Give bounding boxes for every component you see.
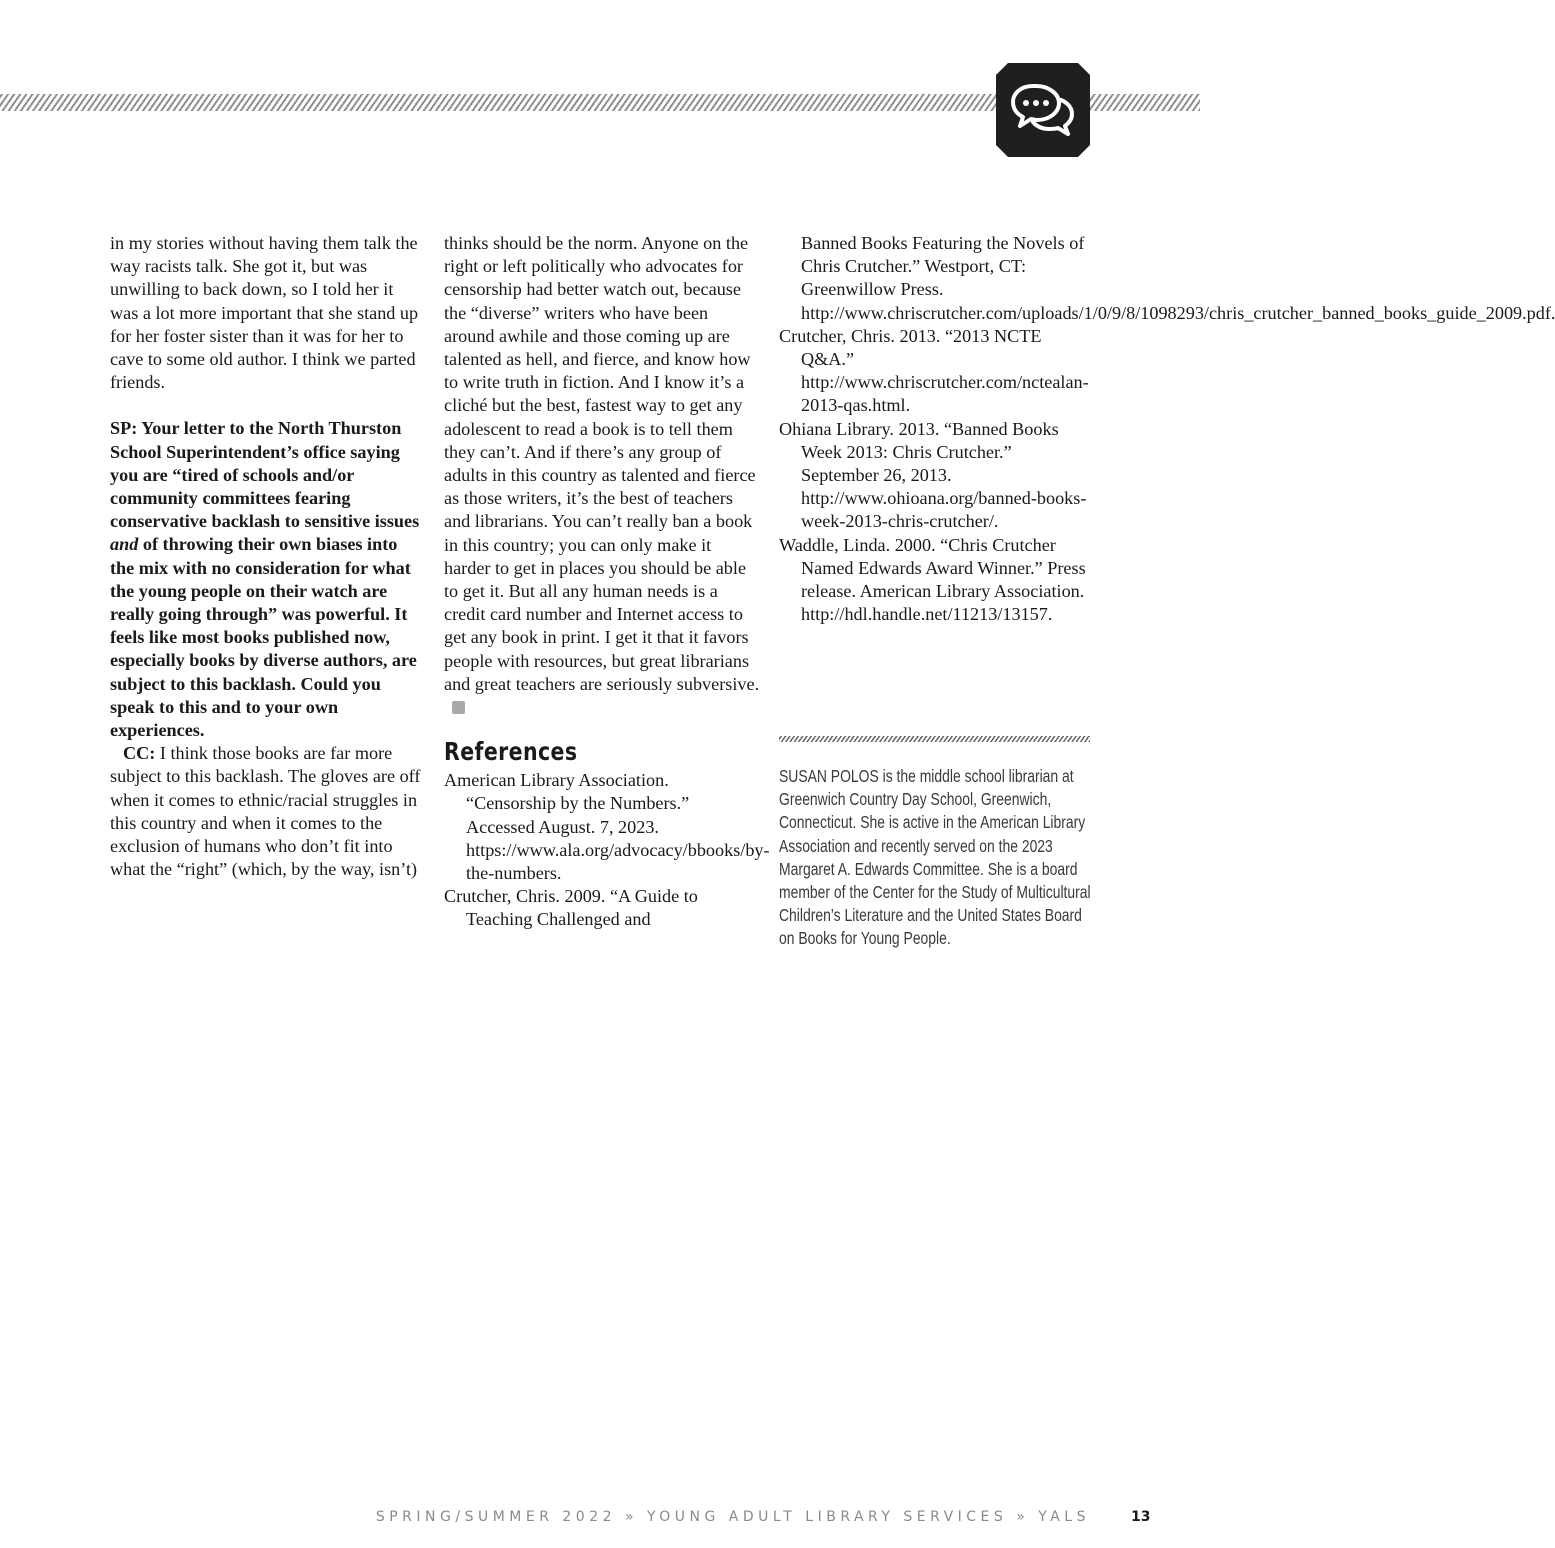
paragraph-text: thinks should be the norm. Anyone on the right or left politically who advocates for censorship had better watch out, because the “diverse” writers who have been around awhile and those coming up are talented as hell, and fierce, and know how to write truth in fiction. And I know it’s a cliché but the best, fastest way to get any adolescent to read a book is to tell them they can’t. And if there’s any group of adults in this country as talented and fierce as those writers, it’s the best of teachers and librarians. You can’t really ban a book in this country; you can only make it harder to get in places you should be able to get it. But all any human needs is a credit card number and Internet access to get any book in print. I get it that it favors people with resources, but great librarians and great teachers are seriously subversive. xyxy=(444,233,760,694)
references-heading: References xyxy=(444,737,578,767)
reference-item: American Library Association. “Censorship by the Numbers.” Accessed August. 7, 2023. https://www.ala.org/advocacy/bbooks/by-the-numbers. xyxy=(444,770,770,884)
answer-text: I think those books are far more subject to this backlash. The gloves are off when it comes to ethnic/racial struggles in this country and when it comes to the exclusion of humans who don’t fit into what the “right” (which, by the way, isn’t) xyxy=(110,743,421,880)
reference-item: Crutcher, Chris. 2013. “2013 NCTE Q&A.” http://www.chriscrutcher.com/nctealan-2013-qas.html. xyxy=(779,325,1089,416)
reference-item-continued: Banned Books Featuring the Novels of Chris Crutcher.” Westport, CT: Greenwillow Press. http://www.chriscrutcher.com/uploads/1/0/9/8/1098293/chris_crutcher_banned_books_guide_2009.pdf. xyxy=(801,233,1555,323)
reference-item: Waddle, Linda. 2000. “Chris Crutcher Named Edwards Award Winner.” Press release. American Library Association. http://hdl.handle.net/11213/13157. xyxy=(779,534,1086,625)
section-badge xyxy=(996,63,1090,157)
author-bio: SUSAN POLOS is the middle school librarian at Greenwich Country Day School, Greenwich, Connecticut. She is active in the American Library Association and recently served on the 2023 Margaret A. Edwards Committee. She is a board member of the Center for the Study of Multicultural Children’s Literature and the United States Board on Books for Young People. xyxy=(779,766,1091,949)
column-2 xyxy=(444,232,770,932)
paragraph xyxy=(444,232,760,719)
paragraph: in my stories without having them talk the way racists talk. She got it, but was unwilling to back down, so I told her it was a lot more important that she stand up for her foster sister than it was for her to cave to some old author. I think we parted friends. xyxy=(110,233,419,393)
answer-label: CC: xyxy=(123,743,156,764)
question-text-end: of throwing their own biases into the mix with no consideration for what the young people on their watch are really going through” was powerful. It feels like most books published now, especially books by diverse authors, are subject to this backlash. Could you speak to this and to your own experiences. xyxy=(110,534,417,741)
column-1 xyxy=(110,232,426,881)
running-footer: SPRING/SUMMER 2022 » YOUNG ADULT LIBRARY SERVICES » YALS xyxy=(375,1509,1090,1525)
page-number: 13 xyxy=(1131,1509,1151,1525)
question-emphasis: and xyxy=(110,534,139,555)
question-text: SP: Your letter to the North Thurston School Superintendent’s office saying you are “tired of schools and/or community committees fearing conservative backlash to sensitive issues xyxy=(110,418,420,532)
end-of-article-square-icon xyxy=(452,701,465,714)
interview-answer xyxy=(110,742,426,881)
reference-item: Crutcher, Chris. 2009. “A Guide to Teaching Challenged and xyxy=(444,886,698,930)
column-3 xyxy=(779,232,1555,626)
bio-divider xyxy=(779,736,1090,742)
speech-bubbles-icon xyxy=(1009,80,1077,140)
interview-question xyxy=(110,417,426,742)
reference-item: Ohiana Library. 2013. “Banned Books Week 2013: Chris Crutcher.” September 26, 2013. http://www.ohioana.org/banned-books-week-2013-chris-crutcher/. xyxy=(779,418,1087,532)
